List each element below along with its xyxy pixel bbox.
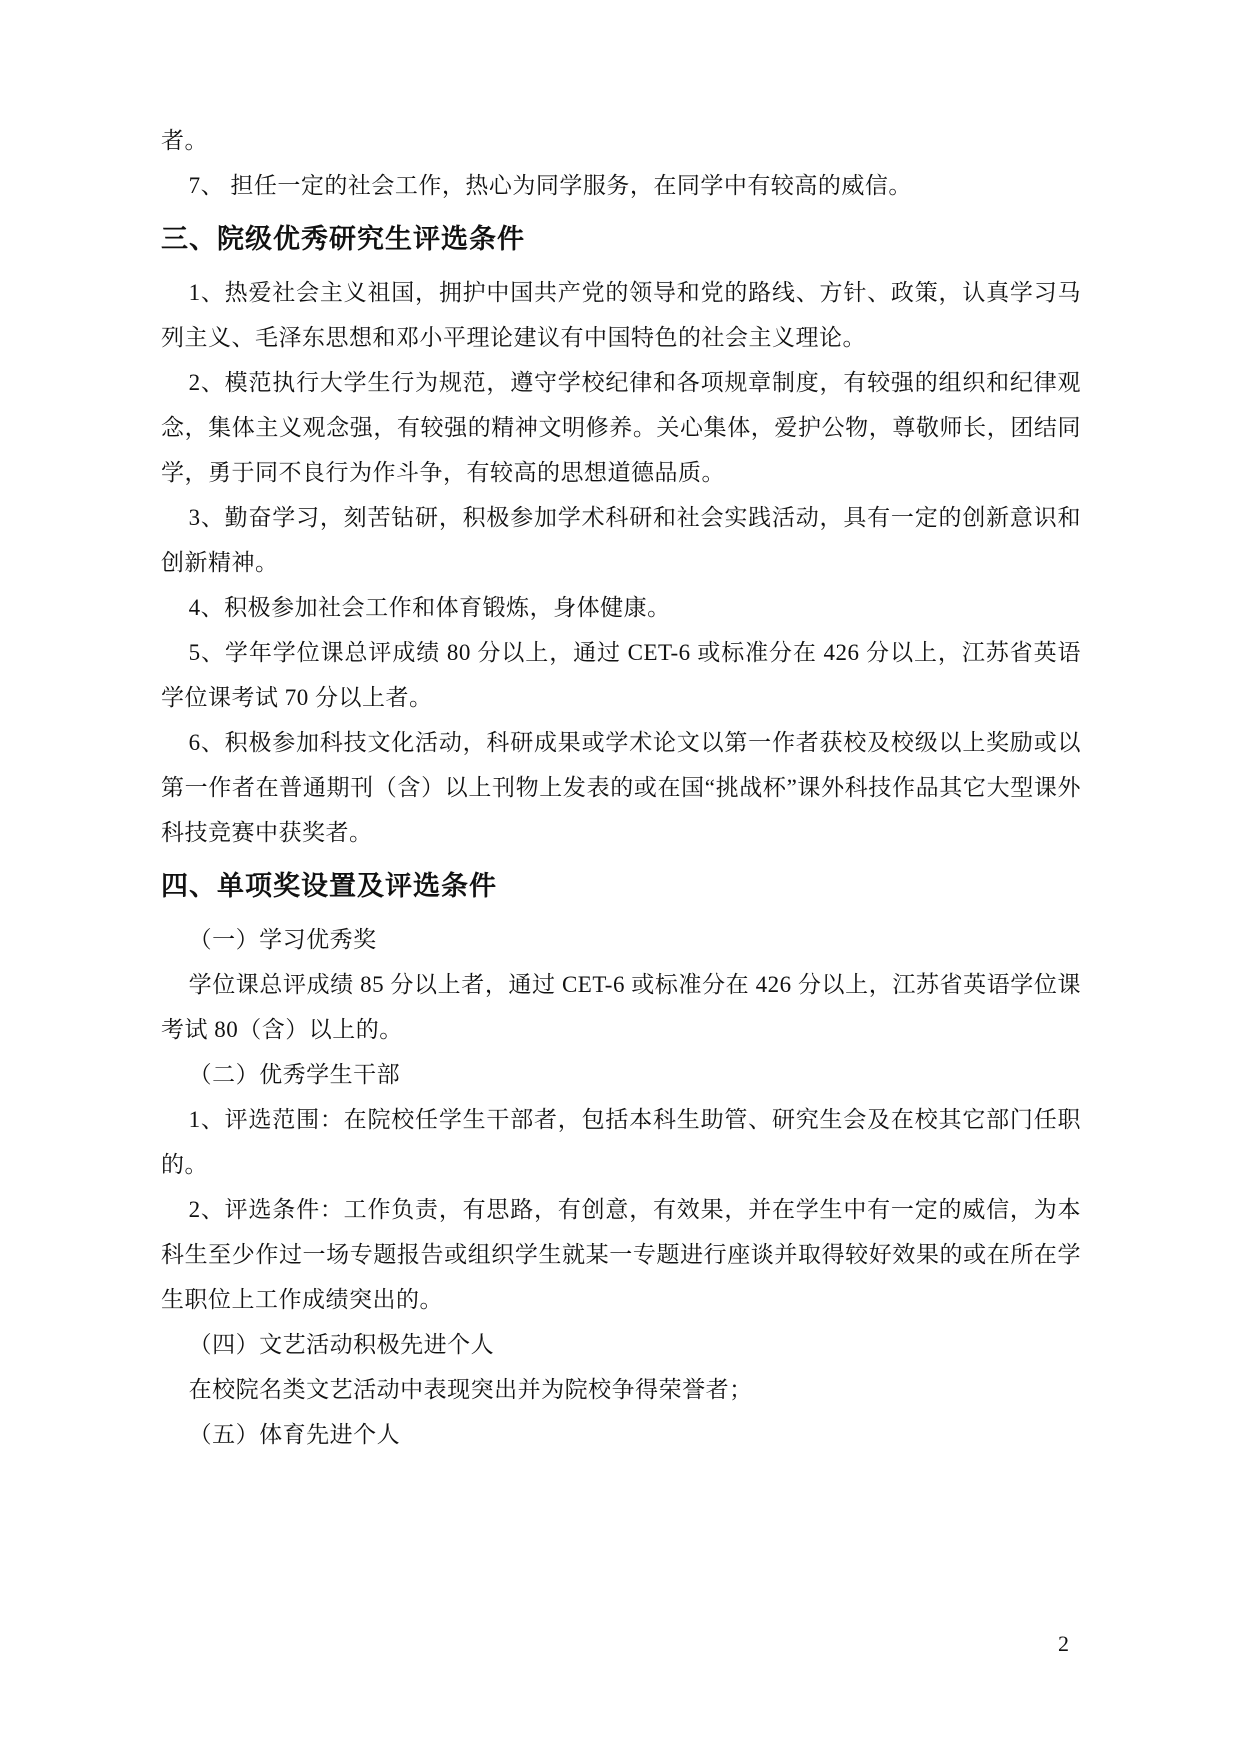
paragraph-item-4: 4、积极参加社会工作和体育锻炼，身体健康。 [188,595,671,620]
page-number: 2 [1058,1631,1069,1656]
section-heading-4: 四、单项奖设置及评选条件 [161,871,497,901]
paragraph-cadre-criteria: 2、评选条件：工作负责，有思路，有创意，有效果，并在学生中有一定的威信，为本科生至少作过一场专题报告或组织学生就某一专题进行座谈并取得较好效果的或在所在学生职位上工作成绩突出的。 [161,1197,1081,1312]
paragraph-continuation: 者。 [161,128,208,153]
paragraph-item-2: 2、模范执行大学生行为规范，遵守学校纪律和各项规章制度，有较强的组织和纪律观念，集体主义观念强，有较强的精神文明修养。关心集体，爱护公物，尊敬师长，团结同学，勇于同不良行为作斗争，有较高的思想道德品质。 [161,370,1081,485]
paragraph-award-study-body: 学位课总评成绩 85 分以上者，通过 CET-6 或标准分在 426 分以上，江苏省英语学位课考试 80（含）以上的。 [161,972,1081,1042]
paragraph-award-arts-body: 在校院名类文艺活动中表现突出并为院校争得荣誉者； [188,1377,753,1402]
section-heading-3: 三、院级优秀研究生评选条件 [161,224,525,254]
paragraph-item-7: 7、 担任一定的社会工作，热心为同学服务，在同学中有较高的威信。 [188,173,912,198]
paragraph-award-cadre-title: （二）优秀学生干部 [188,1062,401,1087]
paragraph-award-sports-title: （五）体育先进个人 [188,1422,401,1447]
paragraph-item-5: 5、学年学位课总评成绩 80 分以上，通过 CET-6 或标准分在 426 分以上，江苏省英语学位课考试 70 分以上者。 [161,640,1081,710]
paragraph-award-study-title: （一）学习优秀奖 [188,927,377,952]
paragraph-award-arts-title: （四）文艺活动积极先进个人 [188,1332,495,1357]
paragraph-cadre-scope: 1、评选范围：在院校任学生干部者，包括本科生助管、研究生会及在校其它部门任职的。 [161,1107,1081,1177]
paragraph-item-6: 6、积极参加科技文化活动，科研成果或学术论文以第一作者获校及校级以上奖励或以第一作者在普通期刊（含）以上刊物上发表的或在国“挑战杯”课外科技作品其它大型课外科技竞赛中获奖者。 [161,730,1081,845]
paragraph-item-1: 1、热爱社会主义祖国，拥护中国共产党的领导和党的路线、方针、政策，认真学习马列主义、毛泽东思想和邓小平理论建议有中国特色的社会主义理论。 [161,280,1081,350]
paragraph-item-3: 3、勤奋学习，刻苦钻研，积极参加学术科研和社会实践活动，具有一定的创新意识和创新精神。 [161,505,1081,575]
